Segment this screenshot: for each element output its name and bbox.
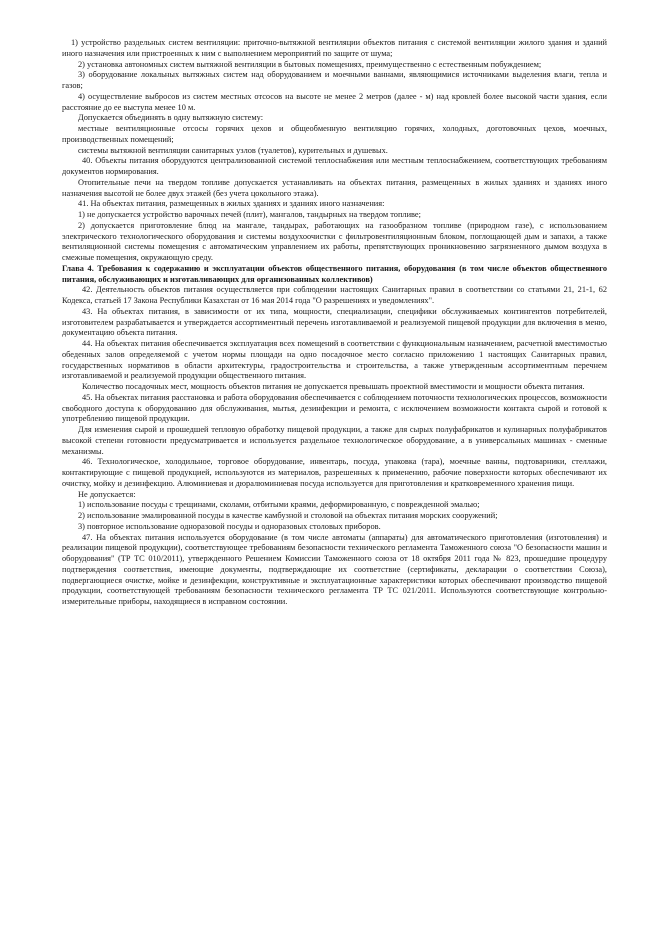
- paragraph-separate-equipment: Для изменения сырой и прошедшей тепловую обработку пищевой продукции, а также для сырых полуфабрикатов и кулинарных полуфабрикатов высокой степени готовности предусматривается и используется раздельное технологическое оборудование, а в универсальных машинах - сменные механизмы.: [62, 425, 607, 456]
- paragraph-item-41-2: 2) допускается приготовление блюд на мангале, тандырах, работающих на газообразном топливе (природном газе), с использованием электрического технологического оборудования и системы воздухоочистки с фильтровентиляционным блоком, поглощающей дым и запахи, а также вентиляционной системы помещения с автоматическим управлением их работы, препятствующих проникновению загрязненного дымом воздуха в смежные помещения, окружающую среду.: [62, 220, 607, 262]
- paragraph-not-allowed-2: 2) использование эмалированной посуды в качестве камбузной и столовой на объектах питания морских сооружений;: [78, 511, 498, 520]
- paragraph-item-40: 40. Объекты питания оборудуются централизованной системой теплоснабжения или местным теплоснабжением, соответствующих требованиям документов нормирования.: [62, 156, 607, 176]
- paragraph-item-45: 45. На объектах питания расстановка и работа оборудования обеспечивается с соблюдением поточности технологических процессов, возможности свободного доступа к оборудованию для обслуживания, мытья, дезинфекции и ремонта, с исключением возможности контакта сырой и готовой к употреблению пищевой продукции.: [62, 392, 607, 424]
- chapter-4-heading: Глава 4. Требования к содержанию и эксплуатации объектов общественного питания, оборудования (в том числе объектов общественного питания, обслуживающих и изготавливающих для организованных коллективов): [62, 263, 607, 284]
- paragraph-item-41-1: 1) не допускается устройство варочных печей (плит), мангалов, тандырных на твердом топливе;: [78, 210, 421, 219]
- paragraph-stoves: Отопительные печи на твердом топливе допускается устанавливать на объектах питания, размещенных в жилых зданиях и зданиях иного назначения высотой не более двух этажей (без учета цокольного этажа).: [62, 177, 607, 198]
- paragraph-ventilation-1: 1) устройство раздельных систем вентиляции: приточно-вытяжной вентиляции объектов питания с системой вентиляции жилого здания и зданий иного назначения или пристроенных к ним с выполнением мероприятий по защите от шума;: [62, 38, 607, 58]
- paragraph-not-allowed-1: 1) использование посуды с трещинами, сколами, отбитыми краями, деформированную, с поврежденной эмалью;: [78, 500, 480, 510]
- paragraph-item-44: 44. На объектах питания обеспечивается эксплуатация всех помещений в соответствии с функциональным назначением, расчетной вместимостью обеденных залов определяемой с учетом нормы площади на одно посадочное место согласно приложению 1 настоящих Санитарных правил, государственных нормативов в области архитектуры, градостроительства и строительства, а также утвержденным ассортиментным перечнем изготавливаемой и реализуемой продукции общественного питания.: [62, 339, 607, 381]
- paragraph-item-41: 41. На объектах питания, размещенных в жилых зданиях и зданиях иного назначения:: [78, 199, 385, 209]
- paragraph-item-47: 47. На объектах питания используется оборудование (в том числе автоматы (аппараты) для автоматического приготовления (изготовления) и реализации пищевой продукции), соответствующее требованиям безопасности технического регламента Таможенного союза "О безопасности машин и оборудования" (ТР ТС 010/2011), утвержденного Решением Комиссии Таможенного союза от 18 октября 2011 года № 823, прошедшие процедуру подтверждения соответствия, имеющие документы, подтверждающие их соответствие (сертификаты, декларации о соответствии Союза), подвергающиеся очистке, мойке и дезинфекции, конструктивные и эксплуатационные характеристики которых обеспечивают производство пищевой продукции, соответствующей требованиям безопасности технического регламента ТР ТС 021/2011. Используются соответствующие контрольно-измерительные приборы, находящиеся в исправном состоянии.: [62, 532, 607, 606]
- paragraph-item-42: 42. Деятельность объектов питания осуществляется при соблюдении настоящих Санитарных правил в соответствии со статьями 21, 21-1, 62 Кодекса, статьей 17 Закона Республики Казахстан от 16 мая 2014 года "О разрешениях и уведомлениях".: [62, 285, 607, 305]
- paragraph-combine-allowed: Допускается объединять в одну вытяжную систему:: [78, 113, 264, 123]
- paragraph-not-allowed: Не допускается:: [78, 489, 136, 499]
- paragraph-ventilation-2: 2) установка автономных систем вытяжной вентиляции в бытовых помещениях, преимущественно с естественным побуждением;: [78, 59, 542, 69]
- paragraph-item-46: 46. Технологическое, холодильное, торговое оборудование, инвентарь, посуда, упаковка (тара), моечные ванны, подтоварники, стеллажи, контактирующие с пищевой продукцией, используются из материалов, разрешенных к применению, рабочие поверхности которых обеспечивают их очистку, мойку и дезинфекцию. Алюминиевая и дюралюминиевая посуда используется для приготовления и кратковременного хранения пищи.: [62, 457, 607, 488]
- paragraph-item-43: 43. На объектах питания, в зависимости от их типа, мощности, специализации, специфики обслуживаемых контингентов потребителей, изготовителем разрабатывается и утверждается ассортиментный перечень изготавливаемой и реализуемой пищевой продукции для включения в меню, документацию объекта питания.: [62, 306, 607, 338]
- paragraph-ventilation-3: 3) оборудование локальных вытяжных систем над оборудованием и моечными ваннами, являющимися источниками выделения влаги, тепла и газов;: [62, 70, 607, 90]
- paragraph-not-allowed-3: 3) повторное использование одноразовой посуды и одноразовых столовых приборов.: [78, 521, 381, 531]
- document-page: [62, 38, 607, 608]
- paragraph-seat-count: Количество посадочных мест, мощность объектов питания не допускается превышать проектной вместимости и мощности объекта питания.: [82, 382, 585, 391]
- paragraph-local-exhaust: местные вентиляционные отсосы горячих цехов и общеобменную вентиляцию горячих, холодных, доготовочных цехов, моечных, производственных помещений;: [62, 124, 607, 144]
- paragraph-ventilation-4: 4) осуществление выбросов из систем местных отсосов на высоте не менее 2 метров (далее - м) над кровлей более высокой части здания, если расстояние до ее выступа менее 10 м.: [62, 91, 607, 112]
- paragraph-sanitary-exhaust: системы вытяжной вентиляции санитарных узлов (туалетов), курительных и душевых.: [78, 145, 388, 155]
